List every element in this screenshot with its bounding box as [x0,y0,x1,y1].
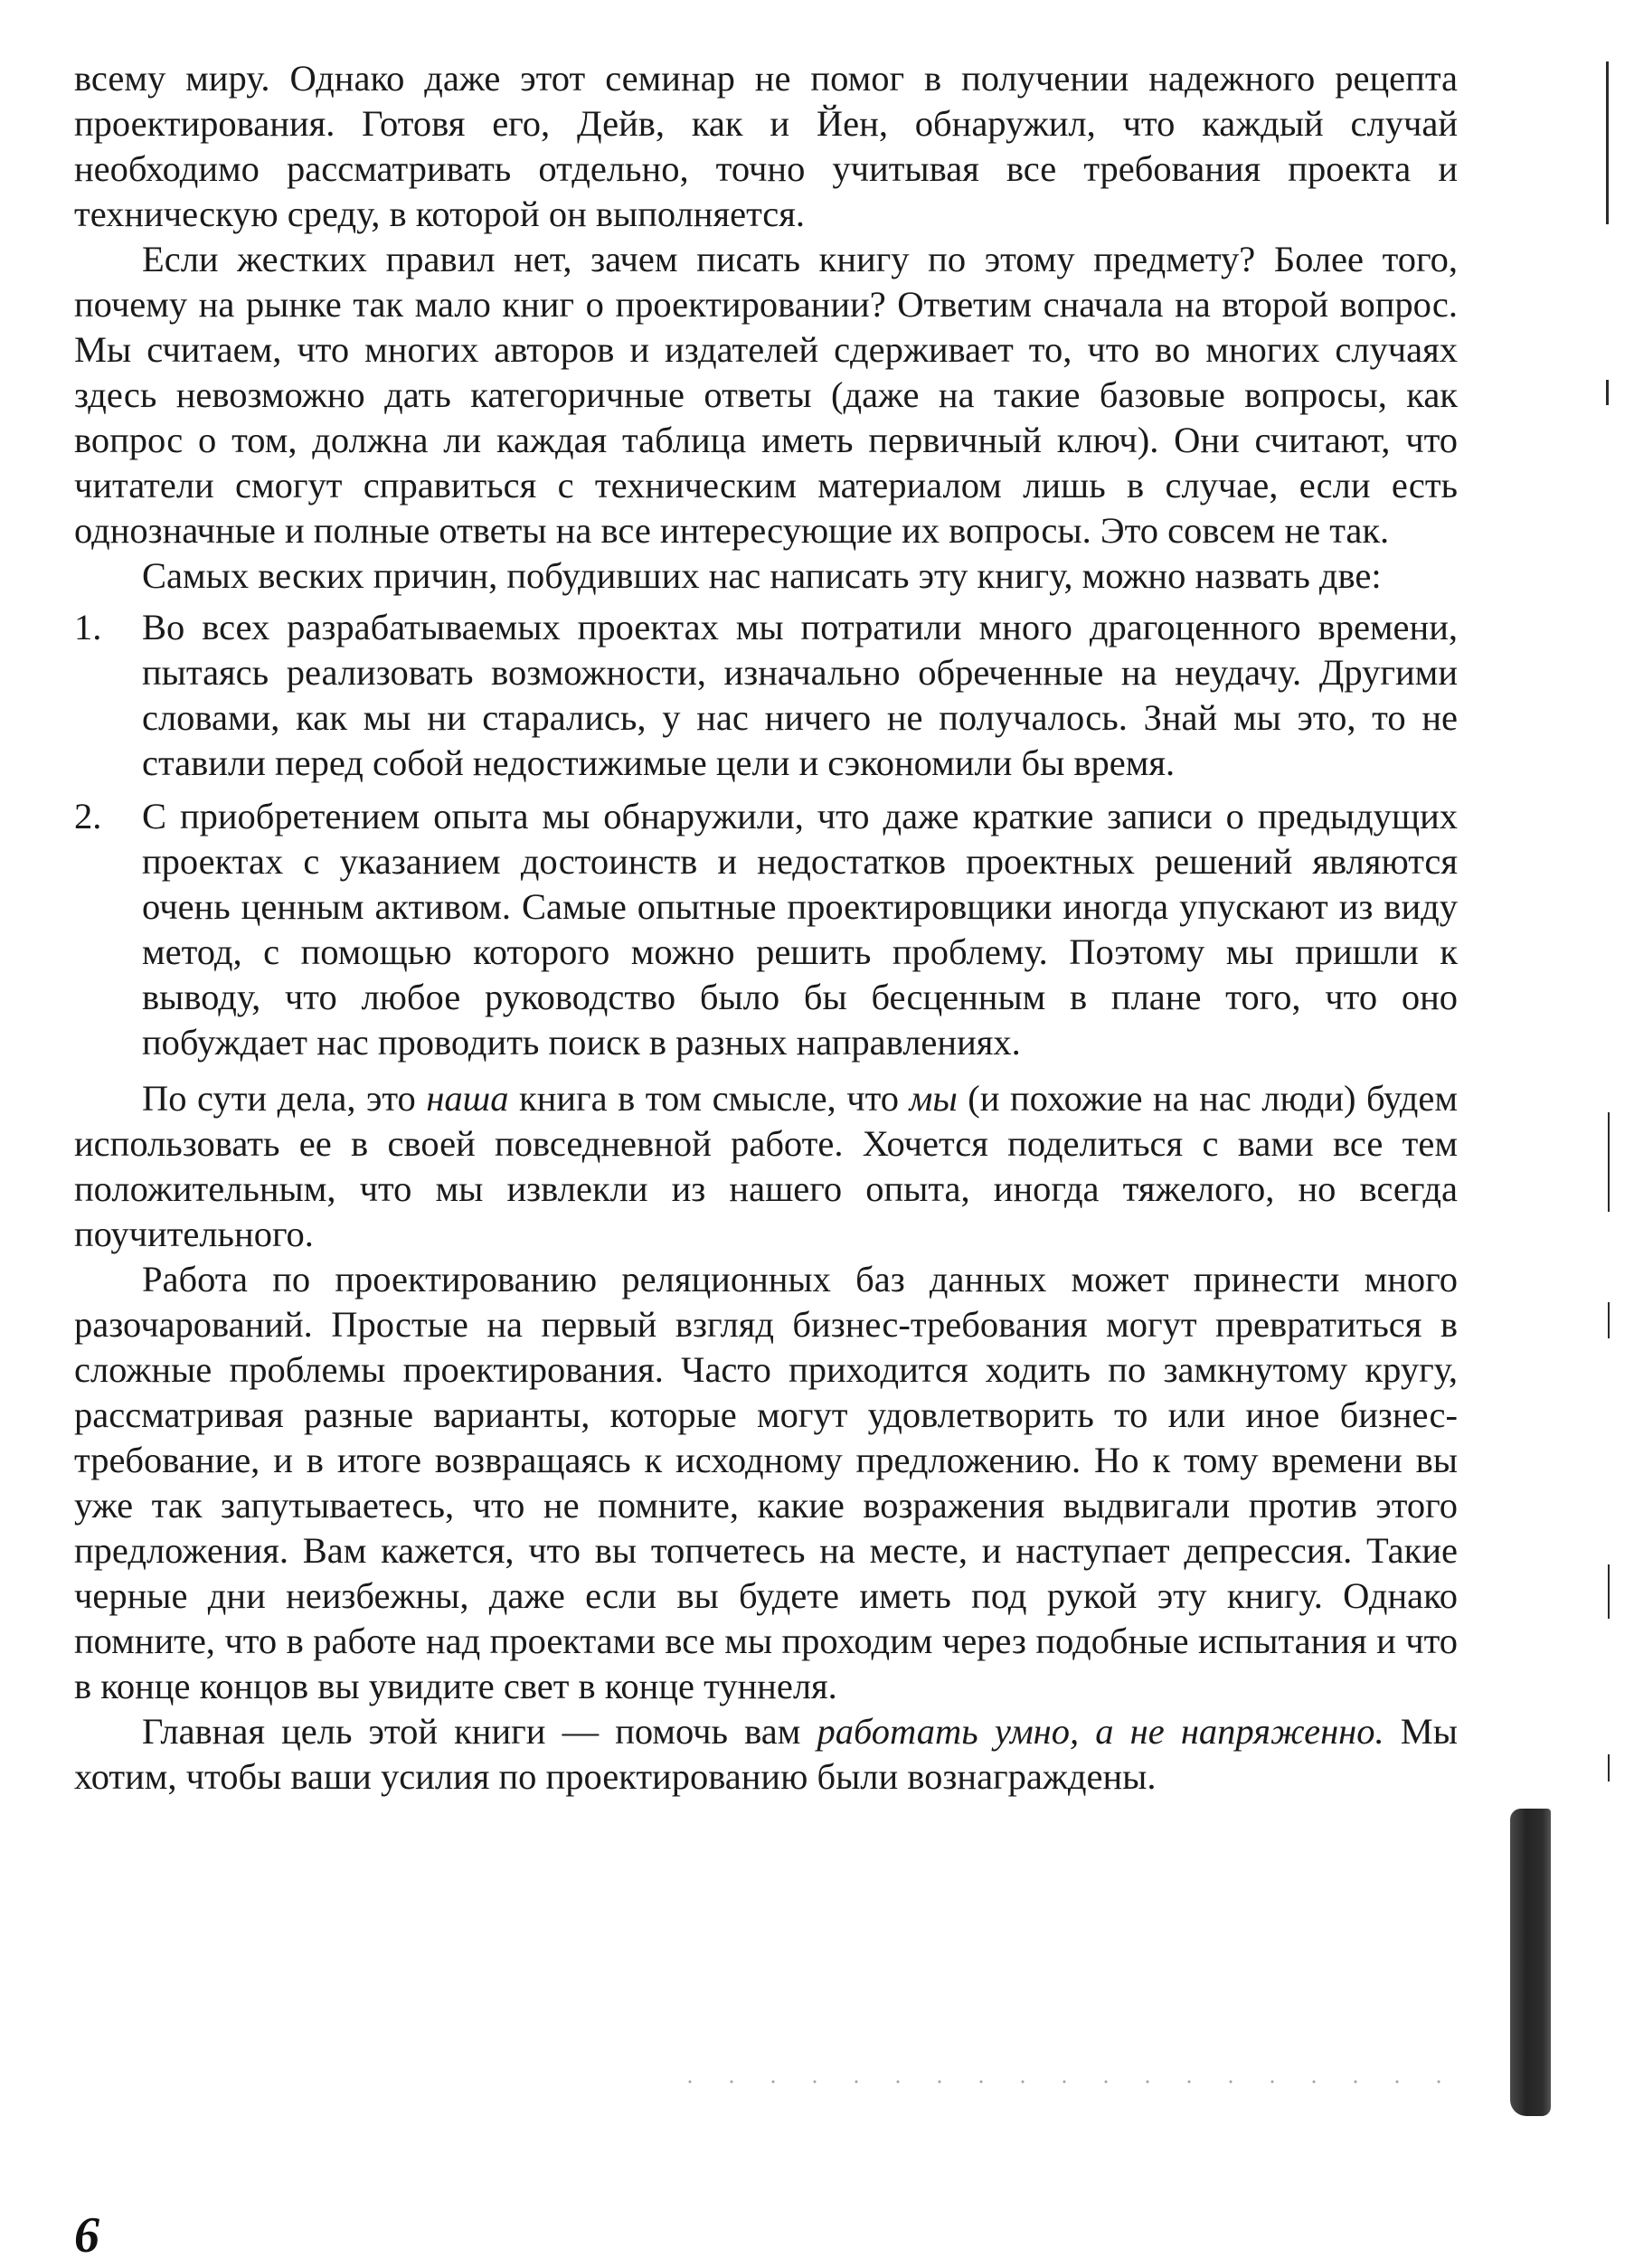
list-item-text: С приобретением опыта мы обнаружили, что даже краткие записи о предыдущих проектах с указанием достоинств и недостатков проектных решений являются очень ценным активом. Самые опытные проектировщики иногда упускают из виду метод, с помощью которого можно решить проблему. Поэтому мы пришли к выводу, что любое руководство было бы бесценным в плане того, что оно побуждает нас проводить поиск в разных направлениях. [142,796,1458,1063]
scan-margin-line [1608,1302,1610,1338]
scan-margin-line [1608,1564,1610,1619]
paragraph-two-reasons: Самых веских причин, побудивших нас написать эту книгу, можно назвать две: [142,555,1382,596]
list-item-number: 1. [74,607,102,647]
list-item [74,794,1458,1065]
page-number: 6 [74,2207,99,2263]
text-segment: По сути дела, это [142,1078,427,1119]
paragraph-continuation: всему миру. Однако даже этот семинар не помог в получении надежного рецепта проектирования. Готовя его, Дейв, как и Йен, обнаружил, что каждый случай необходимо рассматривать отдельно, точно учитывая все требования проекта и техническую среду, в которой он выполняется. [74,58,1458,234]
scan-margin-line [1606,380,1609,405]
scan-margin-line [1608,1754,1610,1781]
reasons-list [74,605,1458,1065]
list-item-text: Во всех разрабатываемых проектах мы потратили много драгоценного времени, пытаясь реализовать возможности, изначально обреченные на неудачу. Другими словами, как мы ни старались, у нас ничего не получалось. Знай мы это, то не ставили перед собой недостижимые цели и сэкономили бы время. [142,607,1458,783]
list-item [74,605,1458,786]
paragraph-why-book: Если жестких правил нет, зачем писать книгу по этому предмету? Более того, почему на рынке так мало книг о проектировании? Ответим сначала на второй вопрос. Мы считаем, что многих авторов и издателей сдерживает то, что во многих случаях здесь невозможно дать категоричные ответы (даже на такие базовые вопросы, как вопрос о том, должна ли каждая таблица иметь первичный ключ). Они считают, что читатели смогут справиться с техническим материалом лишь в случае, если есть однозначные и полные ответы на все интересующие их вопросы. Это совсем не так. [74,239,1458,551]
text-segment: книга в том смысле, что [508,1078,910,1119]
scan-dots [669,2078,1447,2085]
italic-our: наша [426,1078,509,1119]
paragraph-main-goal [74,1709,1458,1800]
scan-margin-line [1608,1112,1610,1212]
text-segment: Мы хотим, чтобы ваши усилия по проектированию были вознаграждены. [74,1711,1458,1797]
text-segment: (и похожие на нас люди) будем использовать ее в своей повседневной работе. Хочется поделиться с вами все тем положительным, что мы извлекли из нашего опыта, иногда тяжелого, но всегда поучительного. [74,1078,1458,1254]
italic-work-smart: работать умно, а не напряженно. [817,1711,1384,1752]
scan-edge-shadow [1510,1809,1551,2116]
text-segment: Главная цель этой книги — помочь вам [142,1711,817,1752]
paragraph-design-work: Работа по проектированию реляционных баз данных может принести много разочарований. Простые на первый взгляд бизнес-требования могут превратиться в сложные проблемы проектирования. Часто приходится ходить по замкнутому кругу, рассматривая разные варианты, которые могут удовлетворить то или иное бизнес-требование, и в итоге возвращаясь к исходному предложению. Но к тому времени вы уже так запутываетесь, что не помните, какие возражения выдвигали против этого предложения. Вам кажется, что вы топчетесь на месте, и наступает депрессия. Такие черные дни неизбежны, даже если вы будете иметь под рукой эту книгу. Однако помните, что в работе над проектами все мы проходим через подобные испытания и что в конце концов вы увидите свет в конце туннеля. [74,1259,1458,1706]
list-item-number: 2. [74,796,102,836]
italic-we: мы [909,1078,958,1119]
scan-margin-line [1606,61,1609,224]
paragraph-our-book [74,1076,1458,1257]
page-body [74,56,1458,1800]
